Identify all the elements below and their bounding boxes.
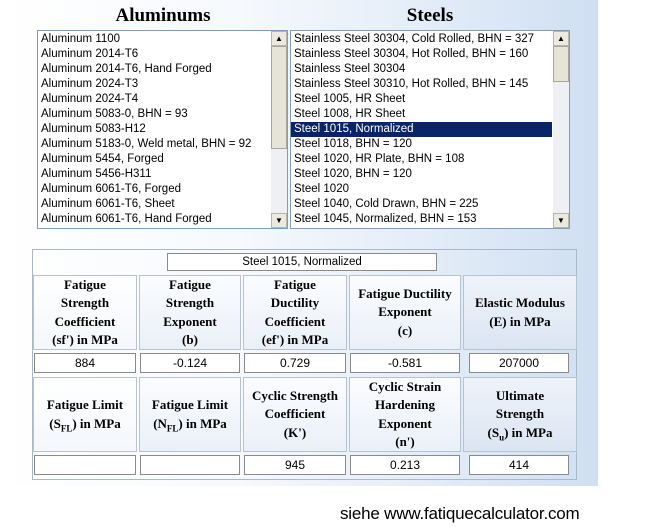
- steel-list-item[interactable]: Steel 1020: [294, 183, 349, 195]
- steel-list-item[interactable]: Steel 1015, Normalized: [291, 122, 552, 137]
- fatigue-strength-exponent-value[interactable]: -0.124: [140, 353, 240, 373]
- steel-list-item[interactable]: Stainless Steel 30310, Hot Rolled, BHN = 145: [294, 78, 529, 90]
- steel-list-item[interactable]: Stainless Steel 30304: [294, 63, 406, 75]
- aluminum-list-item[interactable]: Aluminum 5083-H12: [41, 123, 146, 135]
- steels-listbox[interactable]: [290, 30, 570, 229]
- aluminum-list-item[interactable]: Aluminum 5454, Forged: [41, 153, 164, 165]
- steels-scroll-thumb[interactable]: [553, 46, 569, 82]
- aluminum-list-item[interactable]: Aluminum 2024-T4: [41, 93, 139, 105]
- fatigue-strength-coefficient-label: Fatigue Strength Coefficient (sf') in MPa: [33, 275, 137, 350]
- steel-list-item[interactable]: Steel 1020, HR Plate, BHN = 108: [294, 153, 465, 165]
- aluminums-scrollbar[interactable]: [271, 31, 287, 228]
- steel-list-item[interactable]: Steel 1020, BHN = 120: [294, 168, 412, 180]
- cyclic-strain-hardening-exponent-label: Cyclic Strain Hardening Exponent (n'): [349, 377, 461, 452]
- aluminum-list-item[interactable]: Aluminum 6061-T6, Hand Forged: [41, 213, 212, 225]
- steel-list-item[interactable]: Steel 1008, HR Sheet: [294, 108, 406, 120]
- scroll-down-arrow-icon[interactable]: ▼: [553, 213, 569, 228]
- steels-heading: Steels: [406, 5, 454, 26]
- aluminum-list-item[interactable]: Aluminum 2014-T6, Hand Forged: [41, 63, 212, 75]
- aluminum-list-item[interactable]: Aluminum 1100: [41, 33, 121, 45]
- steels-scrollbar[interactable]: [553, 31, 569, 228]
- aluminums-heading: Aluminums: [115, 5, 211, 26]
- ultimate-strength-value[interactable]: 414: [469, 455, 569, 475]
- steel-list-item[interactable]: Steel 1005, HR Sheet: [294, 93, 406, 105]
- fatigue-ductility-exponent-value[interactable]: -0.581: [350, 353, 460, 373]
- aluminum-list-item[interactable]: Aluminum 5456-H311: [41, 168, 152, 180]
- elastic-modulus-label: Elastic Modulus (E) in MPa: [463, 275, 577, 350]
- fatigue-limit-s-value[interactable]: [34, 455, 136, 475]
- fatigue-limit-s-label: Fatigue Limit $(S_{FL})$ in MPa: [33, 377, 137, 452]
- scroll-up-arrow-icon[interactable]: ▲: [553, 31, 569, 46]
- ultimate-strength-label: Ultimate Strength $(S_u)$ in MPa: [463, 377, 577, 452]
- steels-list-items: [291, 32, 552, 228]
- properties-table: [32, 249, 577, 480]
- cyclic-strength-coefficient-label: Cyclic Strength Coefficient (K'): [243, 377, 347, 452]
- steel-list-item[interactable]: Stainless Steel 30304, Cold Rolled, BHN = 327: [294, 33, 535, 45]
- elastic-modulus-value[interactable]: 207000: [469, 353, 569, 373]
- aluminum-list-item[interactable]: Aluminum 6061-T6, Sheet: [41, 198, 175, 210]
- fatigue-ductility-coefficient-value[interactable]: 0.729: [244, 353, 346, 373]
- scroll-down-arrow-icon[interactable]: ▼: [271, 213, 287, 228]
- fatigue-ductility-coefficient-label: Fatigue Ductility Coefficient (ef') in MPa: [243, 275, 347, 350]
- steel-list-item[interactable]: Steel 1018, BHN = 120: [294, 138, 412, 150]
- aluminums-scroll-thumb[interactable]: [271, 46, 287, 149]
- cyclic-strength-coefficient-value[interactable]: 945: [244, 455, 346, 475]
- aluminums-listbox[interactable]: [37, 30, 288, 229]
- steel-list-item[interactable]: Steel 1040, Cold Drawn, BHN = 225: [294, 198, 479, 210]
- aluminum-list-item[interactable]: Aluminum 5083-0, BHN = 93: [41, 108, 188, 120]
- aluminum-list-item[interactable]: Aluminum 2014-T6: [41, 48, 139, 60]
- fatigue-strength-coefficient-value[interactable]: 884: [34, 353, 136, 373]
- scroll-up-arrow-icon[interactable]: ▲: [271, 31, 287, 46]
- steel-list-item[interactable]: Stainless Steel 30304, Hot Rolled, BHN = 160: [294, 48, 529, 60]
- fatigue-limit-n-label: Fatigue Limit $(N_{FL})$ in MPa: [139, 377, 241, 452]
- steel-list-item[interactable]: Steel 1045, Normalized, BHN = 153: [294, 213, 477, 225]
- aluminum-list-item[interactable]: Aluminum 2024-T3: [41, 78, 139, 90]
- fatigue-limit-n-value[interactable]: [140, 455, 240, 475]
- selected-material-field: Steel 1015, Normalized: [167, 253, 437, 271]
- aluminums-list-items: [38, 32, 270, 228]
- fatigue-strength-exponent-label: Fatigue Strength Exponent (b): [139, 275, 241, 350]
- cyclic-strain-hardening-exponent-value[interactable]: 0.213: [350, 455, 460, 475]
- fatigue-ductility-exponent-label: Fatigue Ductility Exponent (c): [349, 275, 461, 350]
- footer-caption: siehe www.fatiquecalculator.com: [340, 504, 580, 523]
- aluminum-list-item[interactable]: Aluminum 6061-T6, Forged: [41, 183, 181, 195]
- aluminum-list-item[interactable]: Aluminum 5183-0, Weld metal, BHN = 92: [41, 138, 252, 150]
